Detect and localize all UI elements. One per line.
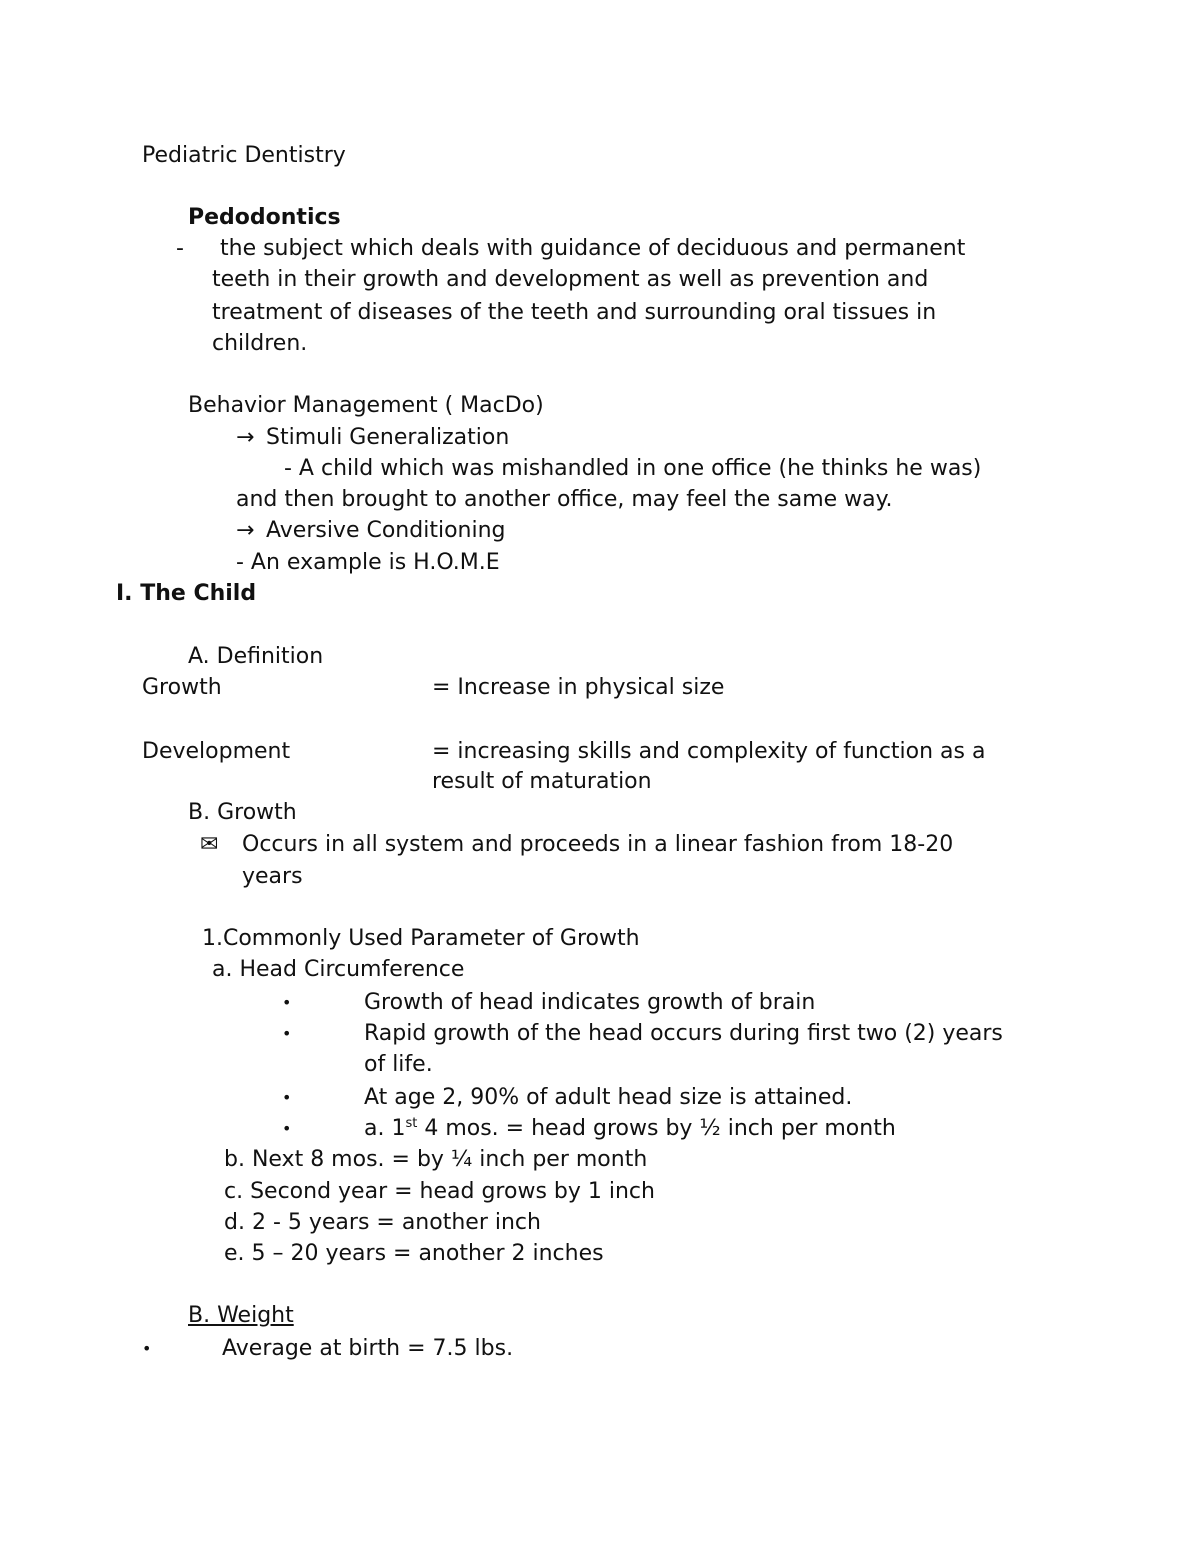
definition-heading: A. Definition xyxy=(188,644,324,669)
aversive-heading: Aversive Conditioning xyxy=(266,518,506,543)
bullet-icon: • xyxy=(282,993,292,1012)
stimuli-heading: Stimuli Generalization xyxy=(266,425,510,450)
bullet-icon: • xyxy=(282,1119,292,1138)
head-bullet-1: Growth of head indicates growth of brain xyxy=(364,990,816,1015)
definition-line-4: children. xyxy=(212,331,308,356)
sub-item-e: e. 5 – 20 years = another 2 inches xyxy=(224,1241,604,1266)
weight-heading: B. Weight xyxy=(188,1303,294,1328)
definition-line-3: treatment of diseases of the teeth and surrounding oral tissues in xyxy=(212,300,937,325)
development-term: Development xyxy=(142,739,291,764)
arrow-icon: → xyxy=(236,425,255,450)
bullet-icon: • xyxy=(142,1339,152,1358)
bullet-icon: • xyxy=(282,1024,292,1043)
envelope-icon: ✉ xyxy=(200,832,219,857)
growth-text-1: Occurs in all system and proceeds in a linear fashion from 18-20 xyxy=(242,832,954,857)
head-circumference-heading: a. Head Circumference xyxy=(212,957,465,982)
arrow-icon: → xyxy=(236,518,255,543)
weight-text: Average at birth = 7.5 lbs. xyxy=(222,1336,514,1361)
aversive-text: - An example is H.O.M.E xyxy=(236,550,500,575)
stimuli-text-1: - A child which was mishandled in one office (he thinks he was) xyxy=(284,456,982,481)
dash-marker: - xyxy=(176,236,184,261)
behavior-heading: Behavior Management ( MacDo) xyxy=(188,393,544,418)
sub-item-d: d. 2 - 5 years = another inch xyxy=(224,1210,541,1235)
growth-definition: = Increase in physical size xyxy=(432,675,725,700)
head-bullet-2-continued: of life. xyxy=(364,1052,433,1077)
growth-term: Growth xyxy=(142,675,222,700)
parameter-heading: 1.Commonly Used Parameter of Growth xyxy=(202,926,640,951)
development-definition-2: result of maturation xyxy=(432,769,652,794)
definition-line-1: the subject which deals with guidance of deciduous and permanent xyxy=(220,236,966,261)
document-title: Pediatric Dentistry xyxy=(142,143,346,168)
growth-text-2: years xyxy=(242,864,303,889)
development-definition-1: = increasing skills and complexity of function as a xyxy=(432,739,986,764)
sub-item-c: c. Second year = head grows by 1 inch xyxy=(224,1179,655,1204)
definition-line-2: teeth in their growth and development as well as prevention and xyxy=(212,267,929,292)
growth-heading: B. Growth xyxy=(188,800,297,825)
head-bullet-4: a. 1st 4 mos. = head grows by ½ inch per month xyxy=(364,1116,896,1141)
bullet-icon: • xyxy=(282,1088,292,1107)
pedodontics-heading: Pedodontics xyxy=(188,205,341,230)
head-bullet-3: At age 2, 90% of adult head size is attained. xyxy=(364,1085,853,1110)
head-bullet-2: Rapid growth of the head occurs during first two (2) years xyxy=(364,1021,1003,1046)
stimuli-text-2: and then brought to another office, may feel the same way. xyxy=(236,487,893,512)
sub-item-b: b. Next 8 mos. = by ¼ inch per month xyxy=(224,1147,648,1172)
section-heading-the-child: I. The Child xyxy=(116,581,257,606)
